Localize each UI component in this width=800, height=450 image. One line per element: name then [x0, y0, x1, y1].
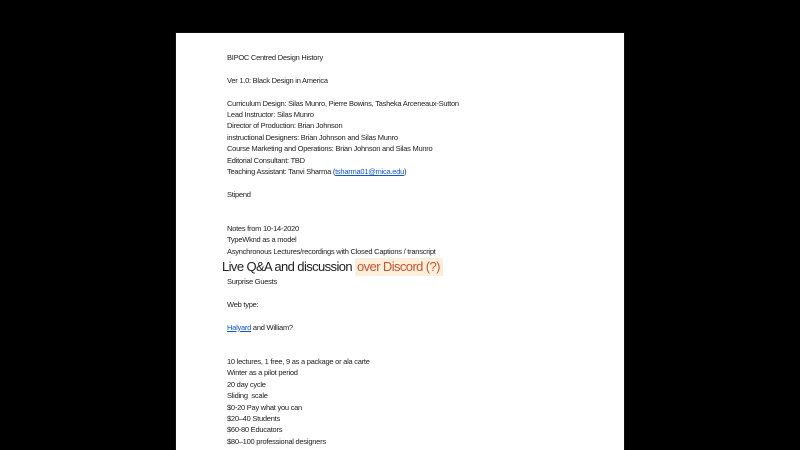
pricing-line-educators: $60-80 Educators	[227, 425, 283, 435]
live-qa-plain-text: Live Q&A and discussion	[222, 259, 356, 275]
notes-heading: Notes from 10-14-2020	[227, 224, 299, 234]
pricing-line-sliding-scale: Sliding scale	[227, 391, 268, 401]
teaching-assistant-line	[227, 166, 612, 177]
pricing-line-professional-designers: $80–100 professional designers	[227, 436, 326, 446]
pricing-line-lectures: 10 lectures, 1 free, 9 as a package or ala carte	[227, 357, 370, 367]
web-type-label: Web type:	[227, 300, 259, 310]
live-qa-highlighted-text: over Discord (?)	[355, 258, 443, 276]
email-link[interactable]: tsharma01@mica.edu	[335, 167, 405, 177]
note-line-typewknd: TypeWknd as a model	[227, 235, 297, 245]
pricing-line-pay-what-you-can: $0-20 Pay what you can	[227, 402, 302, 412]
doc-title: BIPOC Centred Design History	[227, 53, 323, 62]
credit-line-instructional-designers: instructional Designers: Brian Johnson and Silas Munro	[227, 132, 398, 142]
teaching-assistant-suffix: )	[404, 167, 407, 177]
credit-line-editorial: Editorial Consultant: TBD	[227, 155, 305, 165]
document-content	[222, 33, 612, 447]
version-line: Ver 1.0: Black Design in America	[227, 75, 328, 85]
credit-line-lead-instructor: Lead Instructor: Silas Munro	[227, 110, 314, 119]
pricing-line-cycle: 20 day cycle	[227, 379, 266, 389]
document-page[interactable]	[176, 33, 624, 450]
font-question-suffix: and William?	[251, 322, 293, 332]
credit-line-marketing: Course Marketing and Operations: Brian Johnson and Silas Munro	[227, 144, 433, 154]
note-line-async: Asynchronous Lectures/recordings with Closed Captions / transcript	[227, 246, 436, 256]
font-question-line	[227, 322, 612, 333]
pricing-line-students: $20–40 Students	[227, 414, 280, 424]
live-qa-heading	[222, 257, 612, 276]
pricing-line-winter: Winter as a pilot period	[227, 368, 298, 378]
stipend-line: Stipend	[227, 189, 251, 199]
credit-line-curriculum: Curriculum Design: Silas Munro, Pierre Bowins, Tasheka Arceneaux-Sutton	[227, 98, 459, 108]
teaching-assistant-prefix: Teaching Assistant: Tanvi Sharma (	[227, 167, 336, 177]
halyard-link[interactable]: Halyard	[227, 322, 252, 332]
credit-line-director: Director of Production: Brian Johnson	[227, 121, 343, 131]
surprise-guests-line: Surprise Guests	[227, 277, 278, 287]
